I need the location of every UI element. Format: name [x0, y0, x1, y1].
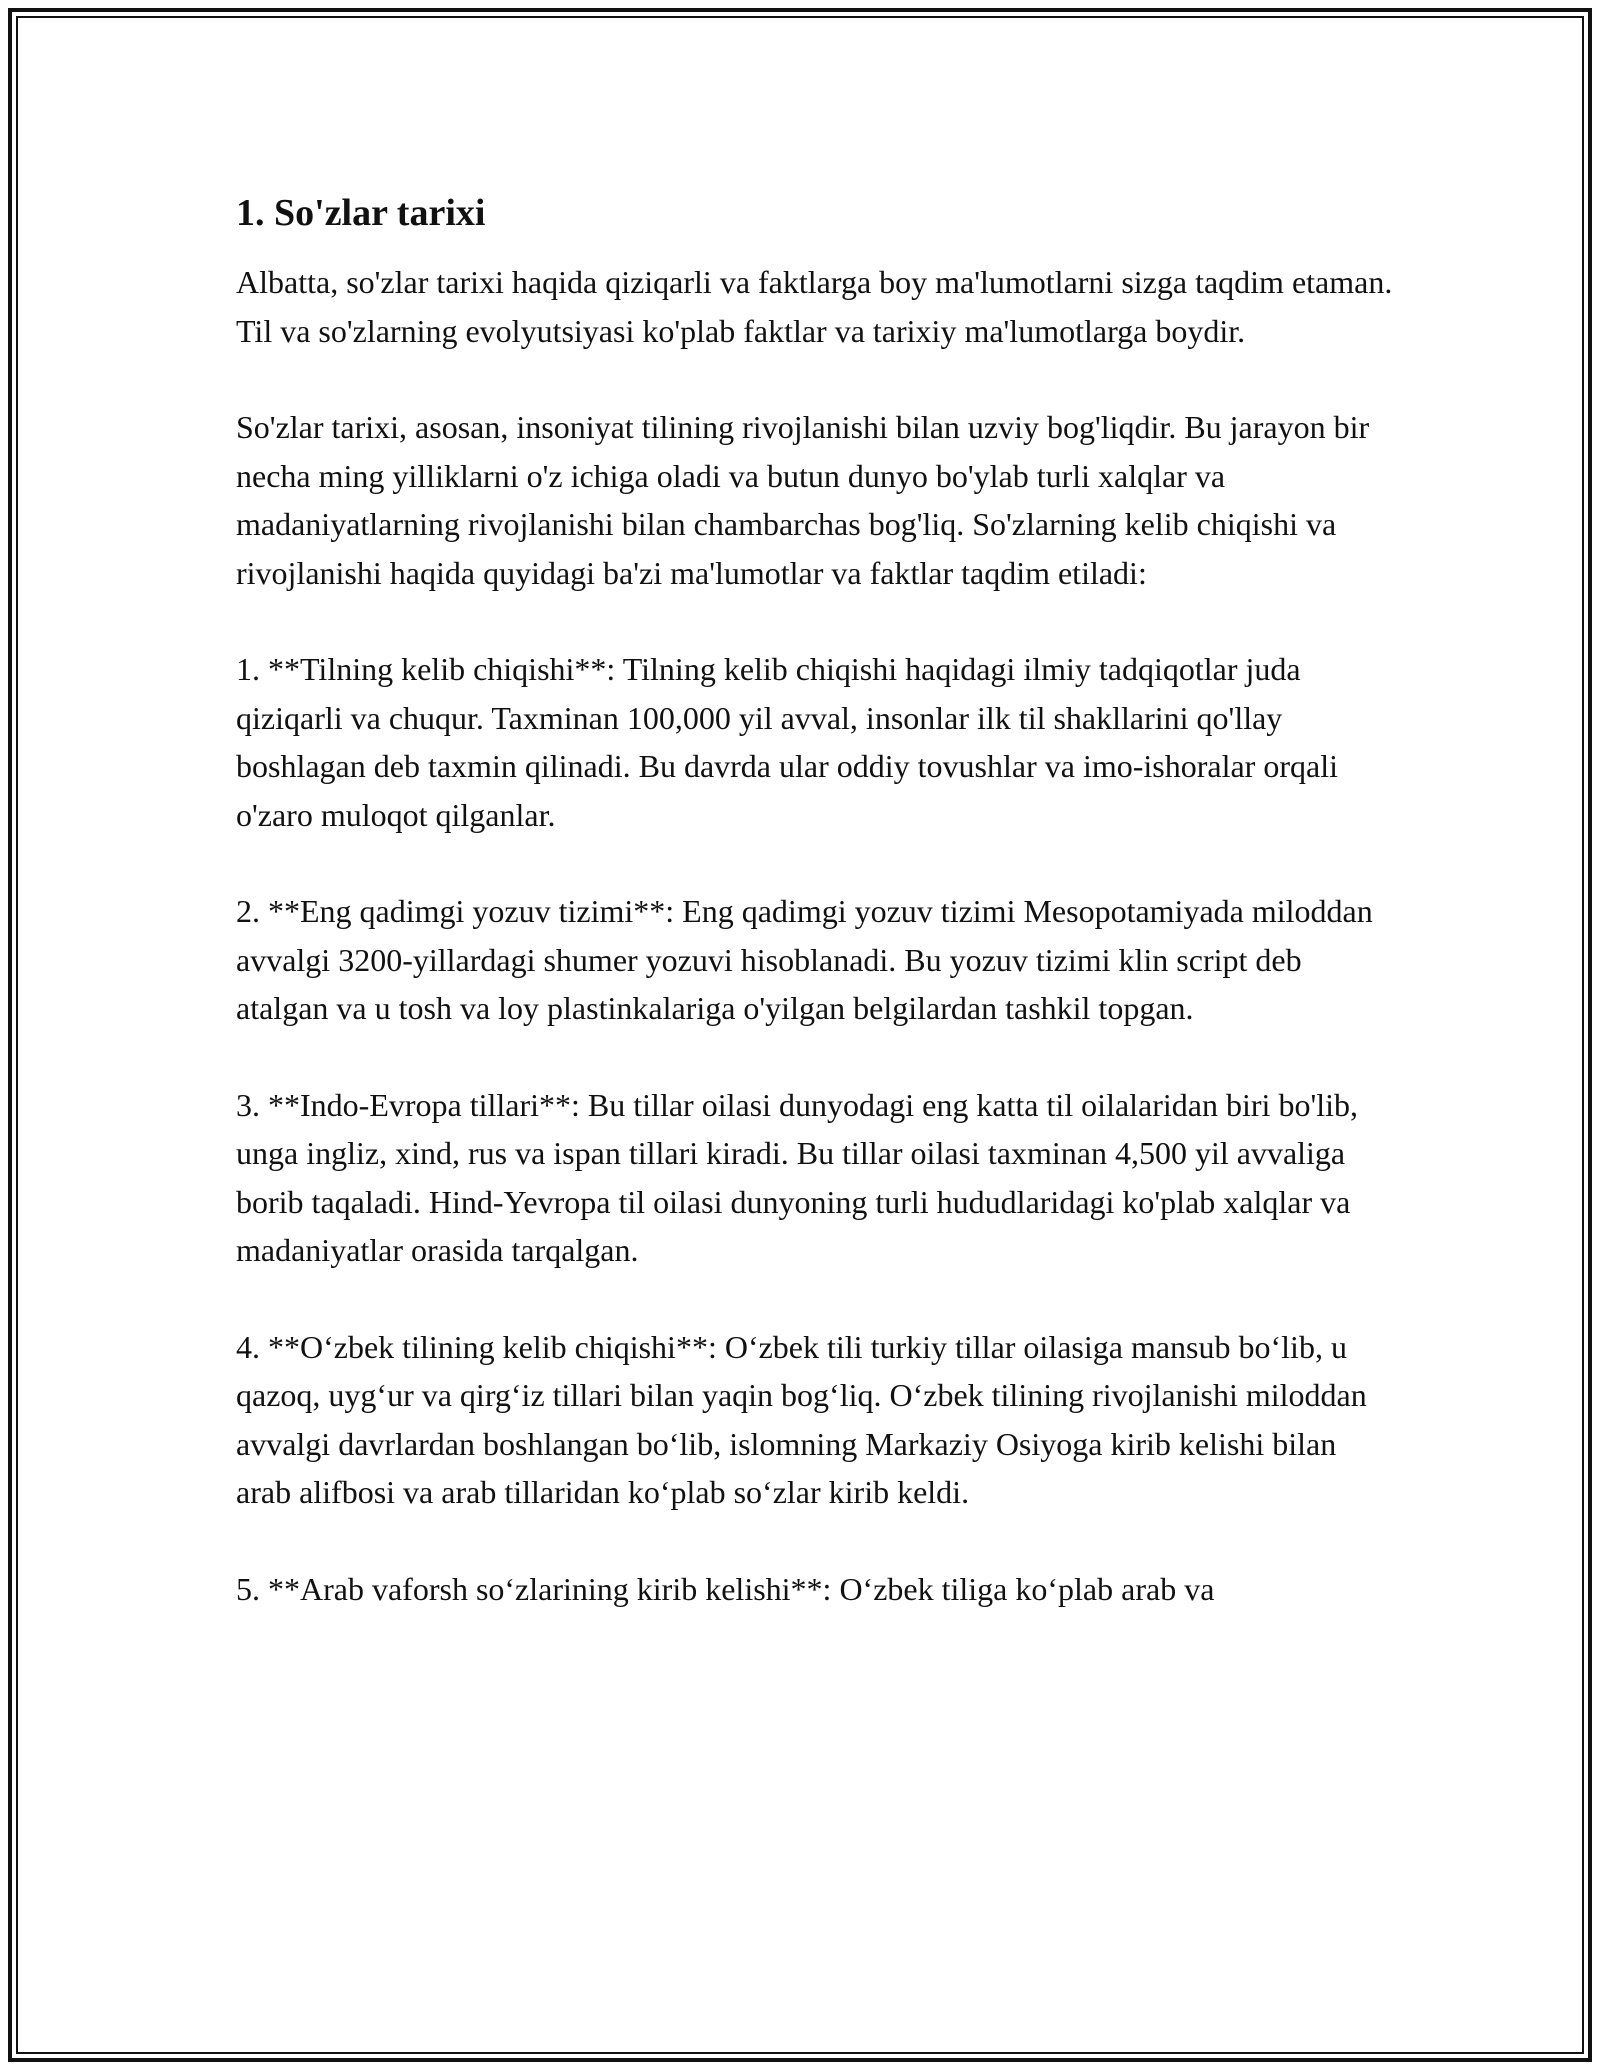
paragraph-overview: So'zlar tarixi, asosan, insoniyat tilining rivojlanishi bilan uzviy bog'liqdir. Bu jarayon bir necha ming yilliklarni o'z ichiga oladi va butun dunyo bo'ylab turli xalqlar va madaniyatlarning rivojlanishi bilan chambarchas bog'liq. So'zlarning kelib chiqishi va rivojlanishi haqida quyidagi ba'zi ma'lumotlar va faktlar taqdim etiladi: — [236, 409, 1370, 591]
list-item-3: 3. **Indo-Evropa tillari**: Bu tillar oilasi dunyodagi eng katta til oilalaridan biri bo'lib, unga ingliz, xind, rus va ispan tillari kiradi. Bu tillar oilasi taxminan 4,500 yil avvaliga borib taqaladi. Hind-Yevropa til oilasi dunyoning turli hududlaridagi ko'plab xalqlar va madaniyatlar orasida tarqalgan. — [236, 1086, 1358, 1268]
list-item-2: 2. **Eng qadimgi yozuv tizimi**: Eng qadimgi yozuv tizimi Mesopotamiyada miloddan avvalgi 3200-yillardagi shumer yozuvi hisoblanadi. Bu yozuv tizimi klin script deb atalgan va u tosh va loy plastinkalariga o'yilgan belgilardan tashkil topgan. — [236, 893, 1373, 1026]
document-body — [236, 188, 1396, 1661]
paragraph-intro: Albatta, so'zlar tarixi haqida qiziqarli va faktlarga boy ma'lumotlarni sizga taqdim etaman. Til va so'zlarning evolyutsiyasi ko'plab faktlar va tarixiy ma'lumotlarga boydir. — [236, 264, 1393, 349]
list-item-1: 1. **Tilning kelib chiqishi**: Tilning kelib chiqishi haqidagi ilmiy tadqiqotlar juda qiziqarli va chuqur. Taxminan 100,000 yil avval, insonlar ilk til shakllarini qo'llay boshlagan deb taxmin qilinadi. Bu davrda ular oddiy tovushlar va imo-ishoralar orqali o'zaro muloqot qilganlar. — [236, 651, 1338, 833]
list-item-5: 5. **Arab vaforsh so‘zlarining kirib kelishi**: O‘zbek tiliga ko‘plab arab va — [236, 1570, 1215, 1607]
list-item-4: 4. **O‘zbek tilining kelib chiqishi**: O‘zbek tili turkiy tillar oilasiga mansub bo‘lib, u qazoq, uyg‘ur va qirg‘iz tillari bilan yaqin bog‘liq. O‘zbek tilining rivojlanishi miloddan avvalgi davrlardan boshlangan bo‘lib, islomning Markaziy Osiyoga kirib kelishi bilan arab alifbosi va arab tillaridan ko‘plab so‘zlar kirib keldi. — [236, 1328, 1367, 1510]
document-title: 1. So'zlar tarixi — [236, 192, 486, 234]
